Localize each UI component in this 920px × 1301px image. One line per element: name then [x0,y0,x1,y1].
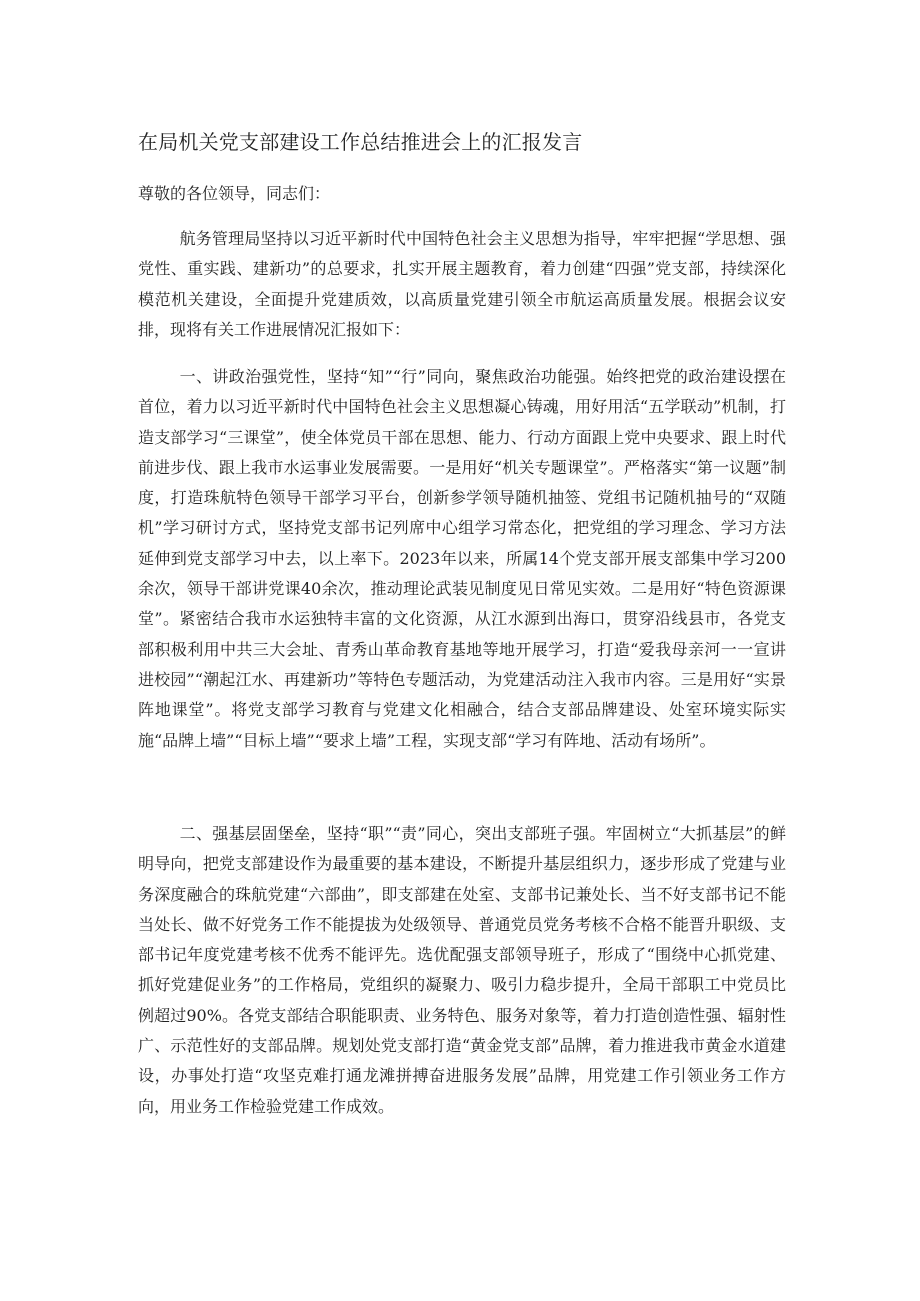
salutation: 尊敬的各位领导，同志们： [138,184,331,203]
section-one-paragraph: 一、讲政治强党性，坚持“知”“行”同向，聚焦政治功能强。始终把党的政治建设摆在首位，着力以习近平新时代中国特色社会主义思想凝心铸魂，用好用活“五学联动”机制，打造支部学习“三课堂”，使全体党员干部在思想、能力、行动方面跟上党中央要求、跟上时代前进步伐、跟上我市水运事业发展需要。一是用好“机关专题课堂”。严格落实“第一议题”制度，打造珠航特色领导干部学习平台，创新参学领导随机抽签、党组书记随机抽号的“双随机”学习研讨方式，坚持党支部书记列席中心组学习常态化，把党组的学习理念、学习方法延伸到党支部学习中去，以上率下。2023年以来，所属14个党支部开展支部集中学习200余次，领导干部讲党课40余次，推动理论武装见制度见日常见实效。二是用好“特色资源课堂”。紧密结合我市水运独特丰富的文化资源，从江水源到出海口，贯穿沿线县市，各党支部积极利用中共三大会址、青秀山革命教育基地等地开展学习，打造“爱我母亲河一一宣讲进校园”“潮起江水、再建新功”等特色专题活动，为党建活动注入我市内容。三是用好“实景阵地课堂”。将党支部学习教育与党建文化相融合，结合支部品牌建设、处室环境实际实施“品牌上墙”“目标上墙”“要求上墙”工程，实现支部“学习有阵地、活动有场所”。 [138,367,786,750]
document-title: 在局机关党支部建设工作总结推进会上的汇报发言 [138,130,583,154]
intro-paragraph: 航务管理局坚持以习近平新时代中国特色社会主义思想为指导，牢牢把握“学思想、强党性、重实践、建新功”的总要求，扎实开展主题教育，着力创建“四强”党支部，持续深化模范机关建设，全面提升党建质效，以高质量党建引领全市航运高质量发展。根据会议安排，现将有关工作进展情况汇报如下： [138,229,786,339]
section-two-paragraph: 二、强基层固堡垒，坚持“职”“责”同心，突出支部班子强。牢固树立“大抓基层”的鲜明导向，把党支部建设作为最重要的基本建设，不断提升基层组织力，逐步形成了党建与业务深度融合的珠航党建“六部曲”，即支部建在处室、支部书记兼处长、当不好支部书记不能当处长、做不好党务工作不能提拔为处级领导、普通党员党务考核不合格不能晋升职级、支部书记年度党建考核不优秀不能评先。选优配强支部领导班子，形成了“围绕中心抓党建、抓好党建促业务”的工作格局，党组织的凝聚力、吸引力稳步提升，全局干部职工中党员比例超过90%。各党支部结合职能职责、业务特色、服务对象等，着力打造创造性强、辐射性广、示范性好的支部品牌。规划处党支部打造“黄金党支部”品牌，着力推进我市黄金水道建设，办事处打造“攻坚克难打通龙滩拼搏奋进服务发展”品牌，用党建工作引领业务工作方向，用业务工作检验党建工作成效。 [138,824,786,1116]
